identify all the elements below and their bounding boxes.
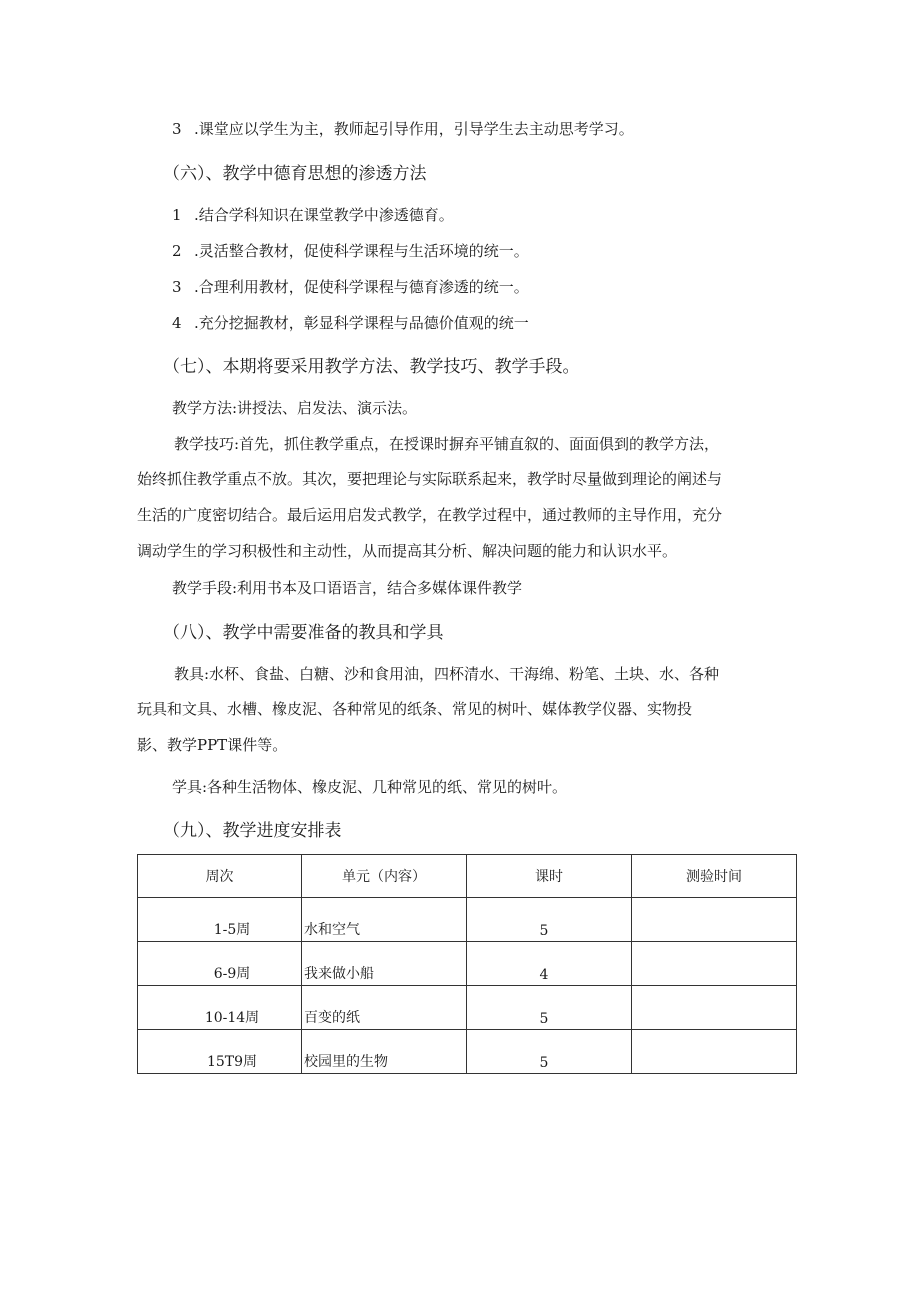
schedule-table xyxy=(137,854,797,1074)
cell-unit: 水和空气 xyxy=(302,898,467,942)
paragraph-line: 玩具和文具、水槽、橡皮泥、各种常见的纸条、常见的树叶、媒体教学仪器、实物投 xyxy=(137,700,693,718)
cell-unit: 我来做小船 xyxy=(302,942,467,986)
table-row xyxy=(138,942,797,986)
cell-week: 1-5周 xyxy=(138,898,302,942)
item-number: 1 xyxy=(172,206,182,224)
list-item xyxy=(172,204,454,226)
list-item xyxy=(172,118,634,140)
list-item xyxy=(172,312,529,334)
cell-hours: 5 xyxy=(467,898,632,942)
section-heading: （七）、本期将要采用教学方法、教学技巧、教学手段。 xyxy=(163,357,580,377)
paragraph-line: 教具:水杯、食盐、白糖、沙和食用油，四杯清水、干海绵、粉笔、土块、水、各种 xyxy=(174,665,720,683)
teaching-method: 教学方法:讲授法、启发法、演示法。 xyxy=(172,399,418,417)
cell-test xyxy=(632,942,797,986)
table-header-row xyxy=(138,855,797,898)
list-item xyxy=(172,276,529,298)
cell-hours: 5 xyxy=(467,986,632,1030)
item-number: 2 xyxy=(172,242,182,260)
paragraph-line: 调动学生的学习积极性和主动性，从而提高其分析、解决问题的能力和认识水平。 xyxy=(137,542,678,560)
column-header-week: 周次 xyxy=(138,855,302,898)
item-text: .灵活整合教材，促使科学课程与生活环境的统一。 xyxy=(194,242,529,260)
item-text: .结合学科知识在课堂教学中渗透德育。 xyxy=(194,206,454,224)
cell-hours: 5 xyxy=(467,1030,632,1074)
table-row xyxy=(138,986,797,1030)
section-heading: （六）、教学中德育思想的渗透方法 xyxy=(163,164,427,184)
cell-unit: 百变的纸 xyxy=(302,986,467,1030)
student-tools: 学具:各种生活物体、橡皮泥、几种常见的纸、常见的树叶。 xyxy=(172,778,568,796)
paragraph-line: 始终抓住教学重点不放。其次，要把理论与实际联系起来，教学时尽量做到理论的阐述与 xyxy=(137,470,723,488)
item-text: .合理利用教材，促使科学课程与德育渗透的统一。 xyxy=(194,278,529,296)
item-number: 4 xyxy=(172,314,182,332)
paragraph-line: 影、教学PPT课件等。 xyxy=(137,736,288,754)
cell-week: 15T9周 xyxy=(138,1030,302,1074)
column-header-test: 测验时间 xyxy=(632,855,797,898)
column-header-unit: 单元（内容） xyxy=(302,855,467,898)
paragraph-line: 教学技巧:首先，抓住教学重点，在授课时摒弃平铺直叙的、面面俱到的教学方法， xyxy=(174,435,720,453)
item-number: 3 xyxy=(172,120,182,138)
item-text: .课堂应以学生为主，教师起引导作用，引导学生去主动思考学习。 xyxy=(194,120,634,138)
item-number: 3 xyxy=(172,278,182,296)
list-item xyxy=(172,240,529,262)
paragraph-line: 生活的广度密切结合。最后运用启发式教学，在教学过程中，通过教师的主导作用，充分 xyxy=(137,506,723,524)
cell-unit: 校园里的生物 xyxy=(302,1030,467,1074)
cell-test xyxy=(632,986,797,1030)
section-heading: （九）、教学进度安排表 xyxy=(163,821,342,841)
cell-test xyxy=(632,898,797,942)
teaching-means: 教学手段:利用书本及口语语言，结合多媒体课件教学 xyxy=(172,579,523,597)
cell-test xyxy=(632,1030,797,1074)
cell-hours: 4 xyxy=(467,942,632,986)
item-text: .充分挖掘教材，彰显科学课程与品德价值观的统一 xyxy=(194,314,529,332)
cell-week: 6-9周 xyxy=(138,942,302,986)
section-heading: （八）、教学中需要准备的教具和学具 xyxy=(163,623,444,643)
table-row xyxy=(138,1030,797,1074)
table-row xyxy=(138,898,797,942)
column-header-hours: 课时 xyxy=(467,855,632,898)
cell-week: 10-14周 xyxy=(138,986,302,1030)
